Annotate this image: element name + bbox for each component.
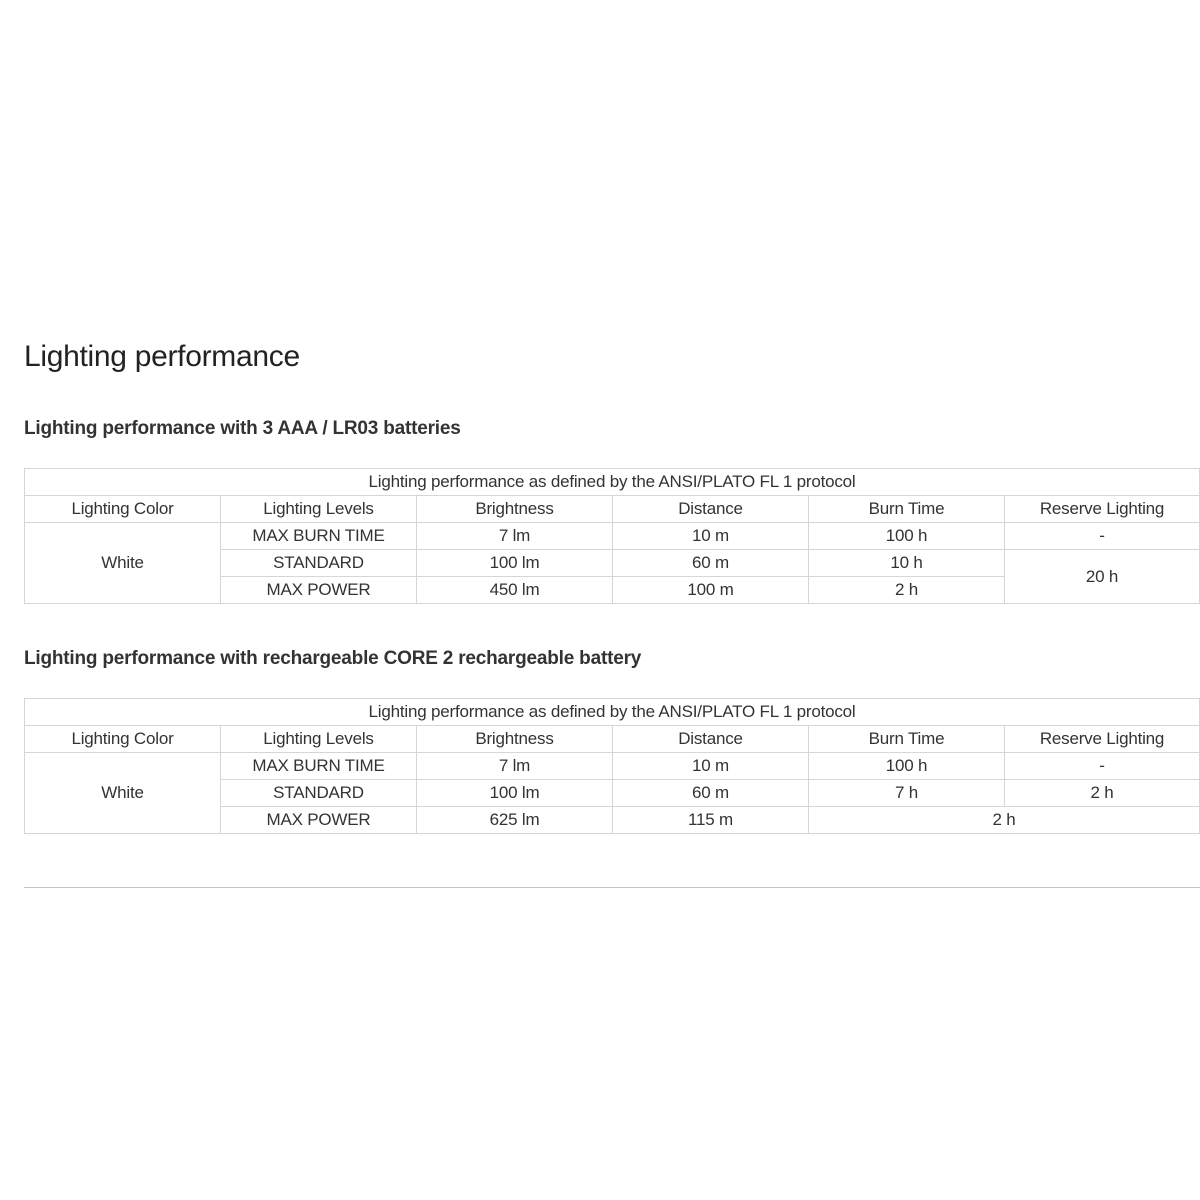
brightness-cell: 7 lm bbox=[417, 523, 613, 550]
table-row bbox=[25, 753, 1200, 780]
header-burn-time: Burn Time bbox=[809, 496, 1005, 523]
table-row bbox=[25, 523, 1200, 550]
level-cell: MAX BURN TIME bbox=[221, 523, 417, 550]
lighting-color-cell: White bbox=[25, 523, 221, 604]
header-lighting-levels: Lighting Levels bbox=[221, 496, 417, 523]
header-brightness: Brightness bbox=[417, 726, 613, 753]
distance-cell: 100 m bbox=[613, 577, 809, 604]
protocol-caption: Lighting performance as defined by the ANSI/PLATO FL 1 protocol bbox=[25, 469, 1200, 496]
header-brightness: Brightness bbox=[417, 496, 613, 523]
brightness-cell: 100 lm bbox=[417, 550, 613, 577]
burn-time-cell: 100 h bbox=[809, 523, 1005, 550]
level-cell: MAX POWER bbox=[221, 577, 417, 604]
section-title-core2-battery: Lighting performance with rechargeable CORE 2 rechargeable battery bbox=[24, 648, 642, 669]
distance-cell: 10 m bbox=[613, 753, 809, 780]
header-row bbox=[25, 726, 1200, 753]
section-divider bbox=[24, 887, 1200, 888]
level-cell: STANDARD bbox=[221, 550, 417, 577]
header-distance: Distance bbox=[613, 496, 809, 523]
brightness-cell: 100 lm bbox=[417, 780, 613, 807]
header-lighting-color: Lighting Color bbox=[25, 726, 221, 753]
header-burn-time: Burn Time bbox=[809, 726, 1005, 753]
performance-table-aaa bbox=[24, 468, 1200, 604]
burn-time-cell: 100 h bbox=[809, 753, 1005, 780]
distance-cell: 60 m bbox=[613, 550, 809, 577]
burn-and-reserve-merged-cell: 2 h bbox=[809, 807, 1200, 834]
header-reserve-lighting: Reserve Lighting bbox=[1005, 496, 1200, 523]
header-distance: Distance bbox=[613, 726, 809, 753]
header-reserve-lighting: Reserve Lighting bbox=[1005, 726, 1200, 753]
distance-cell: 115 m bbox=[613, 807, 809, 834]
section-title-aaa-batteries: Lighting performance with 3 AAA / LR03 batteries bbox=[24, 418, 461, 439]
protocol-row bbox=[25, 469, 1200, 496]
reserve-cell: - bbox=[1005, 753, 1200, 780]
header-row bbox=[25, 496, 1200, 523]
brightness-cell: 7 lm bbox=[417, 753, 613, 780]
protocol-caption: Lighting performance as defined by the ANSI/PLATO FL 1 protocol bbox=[25, 699, 1200, 726]
header-lighting-color: Lighting Color bbox=[25, 496, 221, 523]
lighting-color-cell: White bbox=[25, 753, 221, 834]
brightness-cell: 450 lm bbox=[417, 577, 613, 604]
level-cell: STANDARD bbox=[221, 780, 417, 807]
protocol-row bbox=[25, 699, 1200, 726]
brightness-cell: 625 lm bbox=[417, 807, 613, 834]
reserve-cell: 2 h bbox=[1005, 780, 1200, 807]
level-cell: MAX BURN TIME bbox=[221, 753, 417, 780]
performance-table-core2 bbox=[24, 698, 1200, 834]
header-lighting-levels: Lighting Levels bbox=[221, 726, 417, 753]
burn-time-cell: 7 h bbox=[809, 780, 1005, 807]
reserve-cell-merged: 20 h bbox=[1005, 550, 1200, 604]
level-cell: MAX POWER bbox=[221, 807, 417, 834]
burn-time-cell: 2 h bbox=[809, 577, 1005, 604]
reserve-cell: - bbox=[1005, 523, 1200, 550]
page-title: Lighting performance bbox=[24, 340, 300, 373]
distance-cell: 10 m bbox=[613, 523, 809, 550]
burn-time-cell: 10 h bbox=[809, 550, 1005, 577]
distance-cell: 60 m bbox=[613, 780, 809, 807]
